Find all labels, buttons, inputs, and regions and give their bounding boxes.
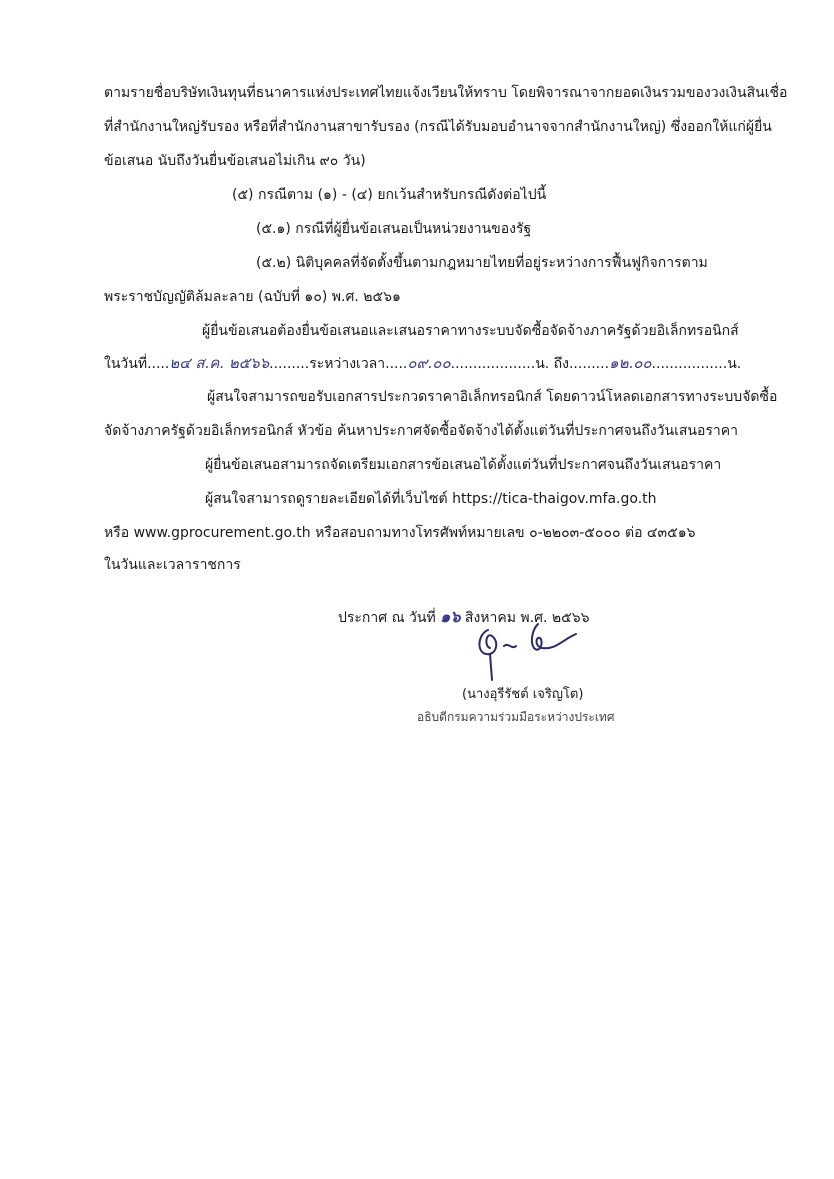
download-line2: จัดจ้างภาครัฐด้วยอิเล็กทรอนิกส์ หัวข้อ ค้นหาประกาศจัดซื้อจัดจ้างได้ตั้งแต่วันที่ประกาศจนถึงวันเสนอราคา (104, 423, 739, 439)
signatory-title: อธิบดีกรมความร่วมมือระหว่างประเทศ (417, 710, 615, 724)
item-5-1: (๕.๑) กรณีที่ผู้ยื่นข้อเสนอเป็นหน่วยงานของรัฐ (256, 221, 532, 237)
time-to-value: ๑๒.๐๐ (609, 354, 652, 372)
announcement-day: ๑๖ (440, 607, 461, 626)
submit-date-value: ๒๔ ส.ค. ๒๕๖๖ (169, 354, 270, 372)
info-line3: ในวันและเวลาราชการ (104, 557, 241, 573)
para1-line1: ตามรายชื่อบริษัทเงินทุนที่ธนาคารแห่งประเทศไทยแจ้งเวียนให้ทราบ โดยพิจารณาจากยอดเงินรวมของวงเงินสินเชื่อ (104, 85, 788, 101)
time-from-value: ๐๙.๐๐ (407, 354, 451, 372)
para1-line3: ข้อเสนอ นับถึงวันยื่นข้อเสนอไม่เกิน ๙๐ วัน) (104, 153, 366, 169)
download-line1: ผู้สนใจสามารถขอรับเอกสารประกวดราคาอิเล็กทรอนิกส์ โดยดาวน์โหลดเอกสารทางระบบจัดซื้อ (207, 389, 778, 405)
signatory-name: (นางอุรีรัชต์ เจริญโต) (462, 687, 584, 702)
unit-end-label: น. (727, 356, 742, 372)
submit-date-line: ในวันที่.....๒๔ ส.ค. ๒๕๖๖.........ระหว่างเวลา.....๐๙.๐๐...................น. ถึง.........๑๒.๐๐.................น. (104, 354, 742, 372)
item-5: (๕) กรณีตาม (๑) - (๔) ยกเว้นสำหรับกรณีดังต่อไปนี้ (232, 187, 547, 203)
announcement-month-year: สิงหาคม พ.ศ. ๒๕๖๖ (464, 610, 590, 626)
item-5-2-line2: พระราชบัญญัติล้มละลาย (ฉบับที่ ๑๐) พ.ศ. ๒๕๖๑ (104, 289, 401, 305)
item-5-2-line1: (๕.๒) นิติบุคคลที่จัดตั้งขึ้นตามกฎหมายไทยที่อยู่ระหว่างการฟื้นฟูกิจการตาม (256, 255, 708, 271)
submit-line1: ผู้ยื่นข้อเสนอต้องยื่นข้อเสนอและเสนอราคาทางระบบจัดซื้อจัดจ้างภาครัฐด้วยอิเล็กทรอนิกส์ (202, 323, 739, 339)
info-line1: ผู้สนใจสามารถดูรายละเอียดได้ที่เว็บไซต์ https://tica-thaigov.mfa.go.th (205, 491, 657, 507)
between-label: ระหว่างเวลา (309, 356, 386, 372)
unit-to-label: น. ถึง (535, 356, 569, 372)
info-line2: หรือ www.gprocurement.go.th หรือสอบถามทางโทรศัพท์หมายเลข ๐-๒๒๐๓-๕๐๐๐ ต่อ ๔๓๕๑๖ (104, 525, 696, 541)
on-date-label: ในวันที่ (104, 356, 148, 372)
announcement-prefix: ประกาศ ณ วันที่ (338, 610, 436, 626)
para1-line2: ที่สำนักงานใหญ่รับรอง หรือที่สำนักงานสาขารับรอง (กรณีได้รับมอบอำนาจจากสำนักงานใหญ่) ซึ่งออกให้แก่ผู้ยื่น (104, 119, 772, 135)
signature-image (470, 612, 610, 682)
prepare-line: ผู้ยื่นข้อเสนอสามารถจัดเตรียมเอกสารข้อเสนอได้ตั้งแต่วันที่ประกาศจนถึงวันเสนอราคา (205, 457, 722, 473)
